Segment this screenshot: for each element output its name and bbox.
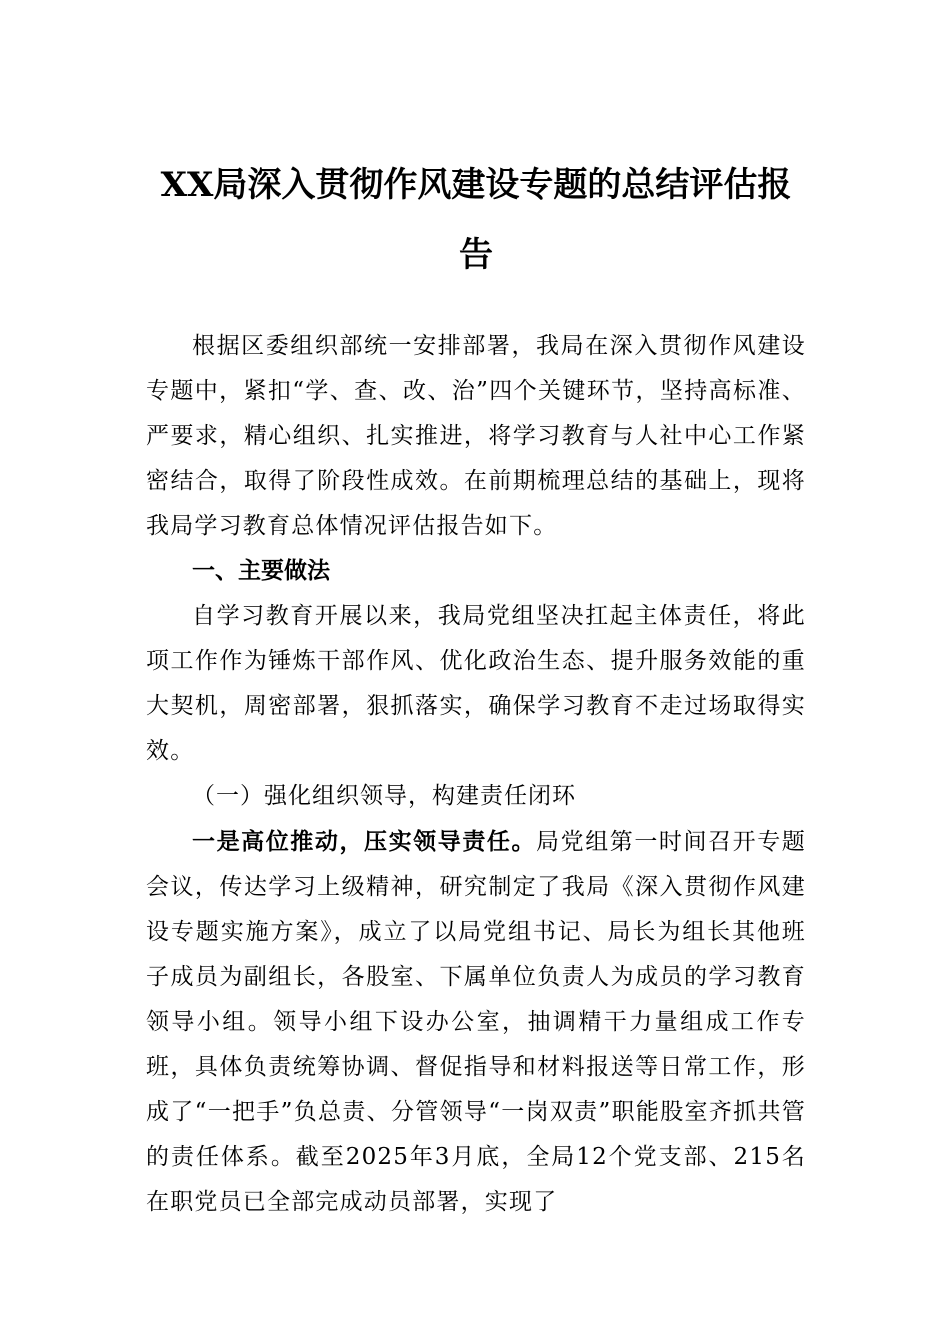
intro-paragraph: 根据区委组织部统一安排部署，我局在深入贯彻作风建设专题中，紧扣“学、查、改、治”四个关键环节，坚持高标准、严要求，精心组织、扎实推进，将学习教育与人社中心工作紧密结合，取得了阶段性成效。在前期梳理总结的基础上，现将我局学习教育总体情况评估报告如下。 [146, 333, 806, 539]
document-page [146, 150, 806, 1225]
document-body [146, 324, 806, 1225]
subsection-heading-organization: （一）强化组织领导，构建责任闭环 [192, 783, 576, 809]
point-text: 局党组第一时间召开专题会议，传达学习上级精神，研究制定了我局《深入贯彻作风建设专题实施方案》，成立了以局党组书记、局长为组长其他班子成员为副组长，各股室、下属单位负责人为成员的学习教育领导小组。领导小组下设办公室，抽调精干力量组成工作专班，具体负责统筹协调、督促指导和材料报送等日常工作，形成了“一把手”负总责、分管领导“一岗双责”职能股室齐抓共管的责任体系。截至2025年3月底，全局12个党支部、215名在职党员已全部完成动员部署，实现了 [146, 829, 806, 1215]
document-title: XX局深入贯彻作风建设专题的总结评估报告 [160, 165, 792, 275]
point-paragraph [146, 819, 806, 1225]
section-paragraph: 自学习教育开展以来，我局党组坚决扛起主体责任，将此项工作作为锤炼干部作风、优化政治生态、提升服务效能的重大契机，周密部署，狠抓落实，确保学习教育不走过场取得实效。 [146, 603, 806, 764]
point-lead: 一是高位推动，压实领导责任。 [192, 828, 537, 855]
section-heading-main-practices: 一、主要做法 [192, 558, 330, 584]
